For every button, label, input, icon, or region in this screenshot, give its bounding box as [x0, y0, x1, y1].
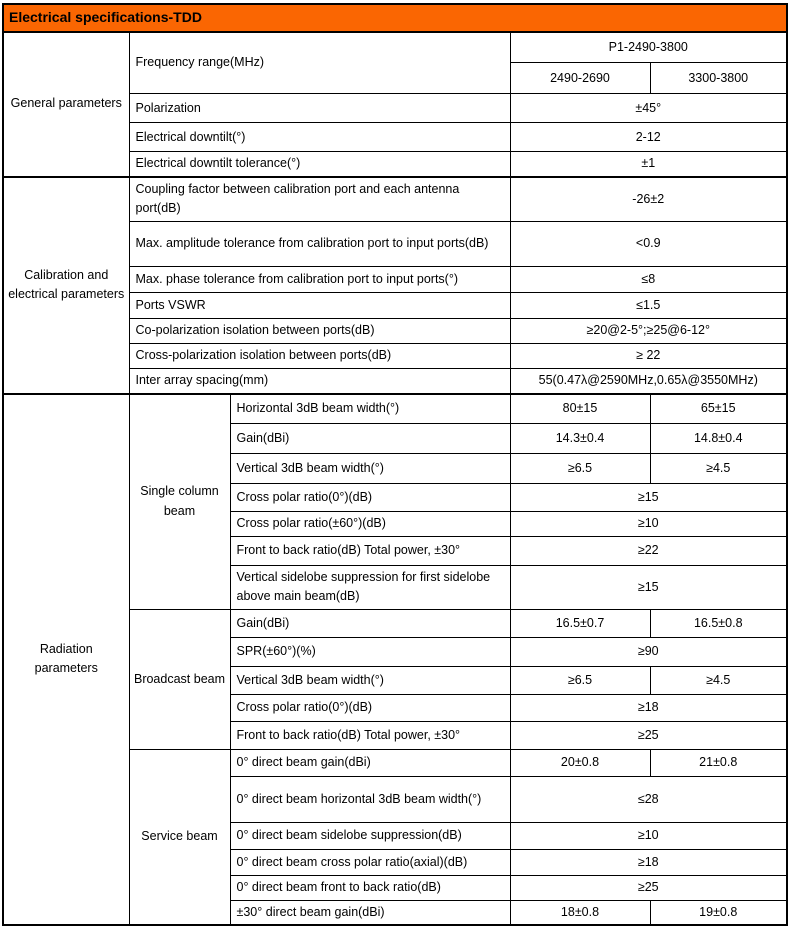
param-label: Polarization [129, 94, 510, 123]
value-band1: 14.3±0.4 [510, 424, 650, 454]
value-band1: ≥6.5 [510, 666, 650, 694]
param-label: Ports VSWR [129, 293, 510, 319]
value-band1: 16.5±0.7 [510, 609, 650, 637]
section-label-calibration: Calibration and electrical parameters [3, 177, 129, 394]
param-value: 55(0.47λ@2590MHz,0.65λ@3550MHz) [510, 369, 787, 394]
table-row [3, 32, 787, 63]
value-band1: 2490-2690 [510, 63, 650, 94]
param-label: Cross-polarization isolation between ports(dB) [129, 344, 510, 369]
param-label: 0° direct beam cross polar ratio(axial)(dB) [230, 849, 510, 875]
param-value: ≥20@2-5°;≥25@6-12° [510, 319, 787, 344]
param-label: Gain(dBi) [230, 424, 510, 454]
param-value: ≥10 [510, 512, 787, 537]
param-label: 0° direct beam front to back ratio(dB) [230, 875, 510, 900]
param-label: Max. amplitude tolerance from calibration port to input ports(dB) [129, 222, 510, 267]
section-label-general: General parameters [3, 32, 129, 177]
value-band2: 65±15 [650, 394, 787, 424]
spec-table [2, 3, 788, 926]
param-label: 0° direct beam gain(dBi) [230, 749, 510, 776]
value-band1: 80±15 [510, 394, 650, 424]
beam-label-single-column: Single column beam [129, 394, 230, 610]
value-band2: 16.5±0.8 [650, 609, 787, 637]
param-label: Vertical 3dB beam width(°) [230, 454, 510, 484]
table-row [3, 177, 787, 222]
param-label: Gain(dBi) [230, 609, 510, 637]
param-label: Frequency range(MHz) [129, 32, 510, 94]
table-row [3, 394, 787, 424]
param-label: Front to back ratio(dB) Total power, ±30° [230, 537, 510, 566]
param-value: ≥25 [510, 875, 787, 900]
param-value: ±1 [510, 152, 787, 177]
param-value: ≤28 [510, 776, 787, 822]
param-label: Electrical downtilt tolerance(°) [129, 152, 510, 177]
param-label: SPR(±60°)(%) [230, 637, 510, 666]
value-band2: 14.8±0.4 [650, 424, 787, 454]
param-value: ≥22 [510, 537, 787, 566]
model-value: P1-2490-3800 [510, 32, 787, 63]
param-value: ≥10 [510, 822, 787, 849]
param-label: Coupling factor between calibration port and each antenna port(dB) [129, 177, 510, 222]
table-row [3, 4, 787, 32]
param-value: ≤8 [510, 267, 787, 293]
value-band2: ≥4.5 [650, 454, 787, 484]
param-label: Cross polar ratio(0°)(dB) [230, 484, 510, 512]
param-label: ±30° direct beam gain(dBi) [230, 900, 510, 925]
param-value: ≥ 22 [510, 344, 787, 369]
param-label: Electrical downtilt(°) [129, 123, 510, 152]
param-value: -26±2 [510, 177, 787, 222]
param-label: Horizontal 3dB beam width(°) [230, 394, 510, 424]
value-band2: 21±0.8 [650, 749, 787, 776]
param-label: Max. phase tolerance from calibration port to input ports(°) [129, 267, 510, 293]
param-label: Inter array spacing(mm) [129, 369, 510, 394]
param-value: ±45° [510, 94, 787, 123]
param-label: Vertical 3dB beam width(°) [230, 666, 510, 694]
page-title: Electrical specifications-TDD [3, 4, 787, 32]
value-band2: 3300-3800 [650, 63, 787, 94]
param-value: ≥15 [510, 484, 787, 512]
value-band1: 18±0.8 [510, 900, 650, 925]
value-band1: 20±0.8 [510, 749, 650, 776]
beam-label-service: Service beam [129, 749, 230, 925]
param-value: ≥18 [510, 849, 787, 875]
section-label-radiation: Radiation parameters [3, 394, 129, 926]
value-band2: ≥4.5 [650, 666, 787, 694]
value-band1: ≥6.5 [510, 454, 650, 484]
param-label: Co-polarization isolation between ports(dB) [129, 319, 510, 344]
param-label: 0° direct beam horizontal 3dB beam width(°) [230, 776, 510, 822]
param-label: 0° direct beam sidelobe suppression(dB) [230, 822, 510, 849]
value-band2: 19±0.8 [650, 900, 787, 925]
param-label: Front to back ratio(dB) Total power, ±30° [230, 721, 510, 749]
param-value: ≥15 [510, 566, 787, 610]
param-value: <0.9 [510, 222, 787, 267]
param-value: ≥18 [510, 694, 787, 721]
param-value: ≤1.5 [510, 293, 787, 319]
param-value: 2-12 [510, 123, 787, 152]
param-value: ≥90 [510, 637, 787, 666]
param-label: Cross polar ratio(0°)(dB) [230, 694, 510, 721]
param-label: Cross polar ratio(±60°)(dB) [230, 512, 510, 537]
param-value: ≥25 [510, 721, 787, 749]
beam-label-broadcast: Broadcast beam [129, 609, 230, 749]
param-label: Vertical sidelobe suppression for first sidelobe above main beam(dB) [230, 566, 510, 610]
